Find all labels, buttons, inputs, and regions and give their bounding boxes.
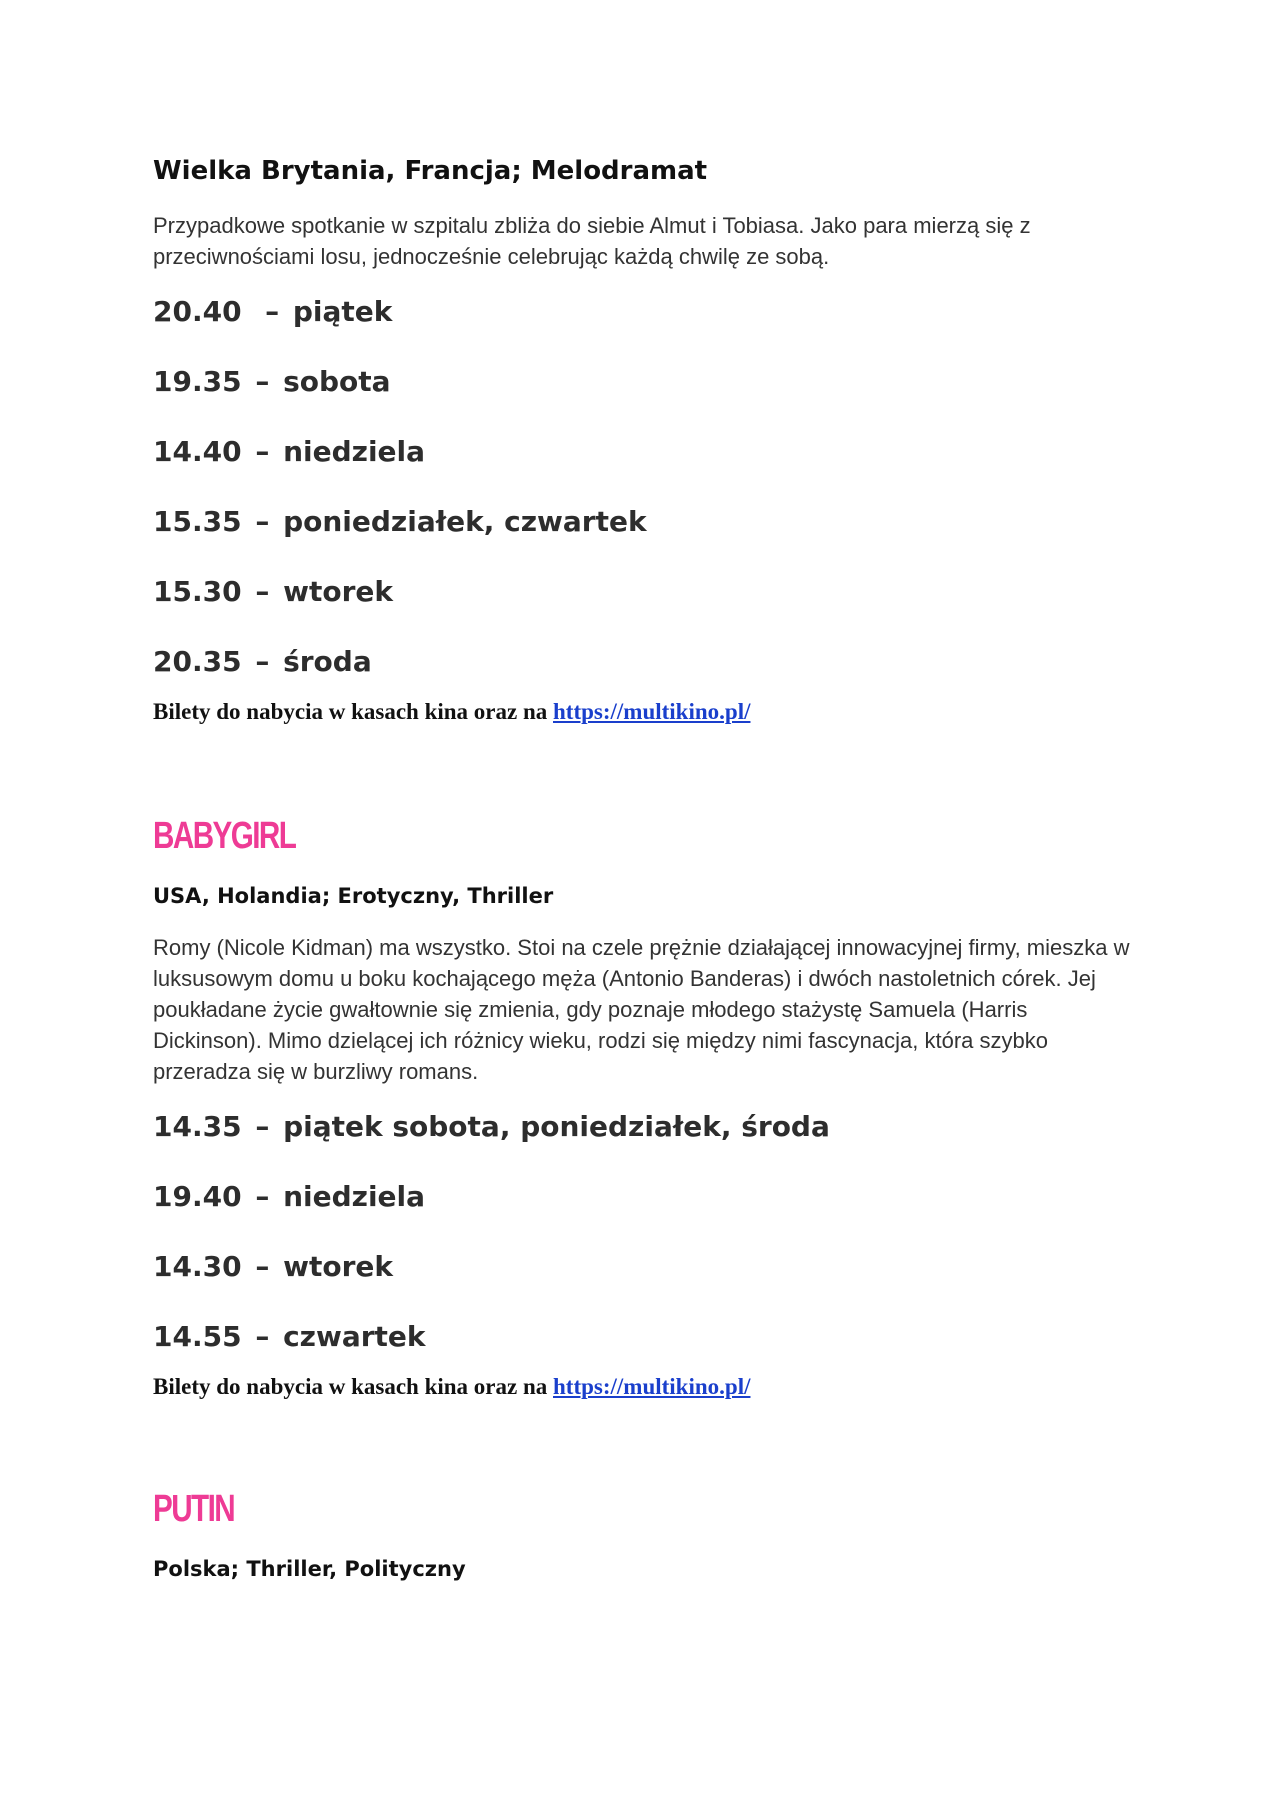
film-section-putin — [153, 1487, 1133, 1585]
film-title: BABYGIRL — [153, 815, 296, 857]
showtime-item: 14.30 – wtorek — [153, 1250, 393, 1283]
showtime-time: 14.40 — [153, 435, 242, 468]
showtime-list — [153, 292, 1133, 696]
tickets-info — [153, 696, 1133, 728]
showtime-item: 15.30 – wtorek — [153, 575, 393, 608]
showtime-time: 14.35 — [153, 1110, 242, 1143]
showtime-item: 14.55 – czwartek — [153, 1320, 426, 1353]
showtime-time: 19.40 — [153, 1180, 242, 1213]
film-description: Romy (Nicole Kidman) ma wszystko. Stoi na czele prężnie działającej innowacyjnej firmy, mieszka w luksusowym domu u boku kochającego męża (Antonio Banderas) i dwóch nastoletnich córek. Jej poukładane życie gwałtownie się zmienia, gdy poznaje młodego stażystę Samuela (Harris Dickinson). Mimo dzielącej ich różnicy wieku, rodzi się między nimi fascynacja, która szybko przeradza się w burzliwy romans. — [153, 935, 1130, 1084]
showtime-time: 19.35 — [153, 365, 242, 398]
multikino-link[interactable]: https://multikino.pl/ — [553, 1374, 751, 1399]
showtime-days: wtorek — [283, 1250, 393, 1283]
showtime-item: 19.35 – sobota — [153, 365, 391, 398]
showtime-time: 14.55 — [153, 1320, 242, 1353]
showtime-time: 20.35 — [153, 645, 242, 678]
film-section-1 — [153, 152, 1133, 728]
showtime-days: środa — [283, 645, 372, 678]
multikino-link[interactable]: https://multikino.pl/ — [553, 699, 751, 724]
showtime-item: 15.35 – poniedziałek, czwartek — [153, 505, 647, 538]
film-title: PUTIN — [153, 1488, 235, 1530]
showtime-days: niedziela — [283, 1180, 426, 1213]
tickets-text: Bilety do nabycia w kasach kina oraz na — [153, 1374, 553, 1399]
film-genre: USA, Holandia; Erotyczny, Thriller — [153, 884, 554, 908]
showtime-item: 19.40 – niedziela — [153, 1180, 426, 1213]
showtime-item: 14.35 – piątek sobota, poniedziałek, środa — [153, 1110, 830, 1143]
showtime-time: 14.30 — [153, 1250, 242, 1283]
showtime-days: piątek sobota, poniedziałek, środa — [283, 1110, 830, 1143]
showtime-item: 20.35 – środa — [153, 645, 372, 678]
showtime-item: 20.40 – piątek — [153, 295, 393, 328]
tickets-info — [153, 1371, 1133, 1403]
showtime-time: 20.40 — [153, 295, 242, 328]
showtime-days: niedziela — [283, 435, 426, 468]
film-description: Przypadkowe spotkanie w szpitalu zbliża do siebie Almut i Tobiasa. Jako para mierzą się z przeciwnościami losu, jednocześnie celebrując każdą chwilę ze sobą. — [153, 213, 1031, 269]
showtime-days: wtorek — [283, 575, 393, 608]
showtime-days: czwartek — [283, 1320, 426, 1353]
showtime-days: poniedziałek, czwartek — [283, 505, 647, 538]
showtime-time: 15.35 — [153, 505, 242, 538]
showtime-days: sobota — [283, 365, 391, 398]
film-genre: Wielka Brytania, Francja; Melodramat — [153, 156, 708, 186]
showtime-time: 15.30 — [153, 575, 242, 608]
showtime-list — [153, 1107, 1133, 1371]
film-genre: Polska; Thriller, Polityczny — [153, 1557, 466, 1581]
page-content — [153, 152, 1133, 1585]
showtime-item: 14.40 – niedziela — [153, 435, 426, 468]
showtime-days: piątek — [292, 295, 393, 328]
film-section-babygirl — [153, 814, 1133, 1403]
tickets-text: Bilety do nabycia w kasach kina oraz na — [153, 699, 553, 724]
